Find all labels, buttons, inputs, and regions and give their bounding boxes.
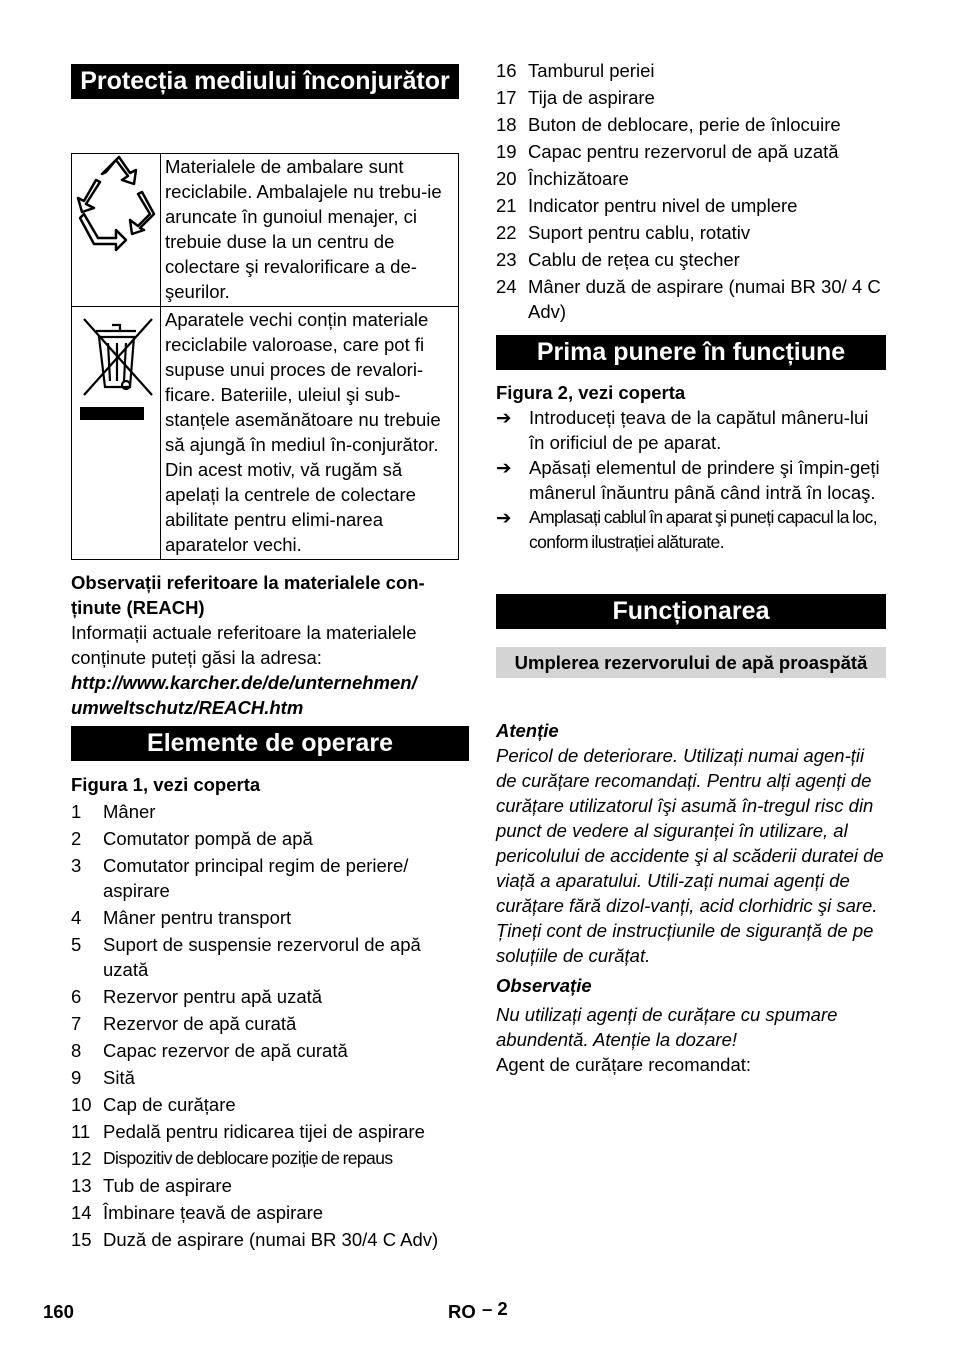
list-item: 1 Mâner [71,801,156,822]
reach-url-link[interactable]: http://www.karcher.de/de/unternehmen/ umweltschutz/REACH.htm [71,672,417,718]
reach-title: Observații referitoare la materialele con-ținute (REACH) [71,572,425,618]
page-number: 160 [43,1301,74,1322]
list-item: 22 Suport pentru cablu, rotativ [496,222,751,243]
controls-heading: Elemente de operare [71,726,469,761]
list-item: 8 Capac rezervor de apă curată [71,1040,348,1061]
list-item: 4 Mâner pentru transport [71,907,292,928]
env-text-recycling: Materialele de ambalare sunt reciclabile. Ambalajele nu trebu-ie aruncate în gunoiul menajer, ci trebuie duse la un centru de colectare şi revalorificare a de-şeurilor. [161,154,459,307]
list-item: 5 Suport de suspensie rezervorul de apă uzată [71,934,421,980]
list-item: 13 Tub de aspirare [71,1175,232,1196]
list-item: 16 Tamburul periei [496,60,655,81]
env-heading: Protecția mediului înconjurător [71,64,459,99]
note-text: Nu utilizați agenți de curățare cu spumare abundentă. Atenție la dozare! [496,1004,838,1050]
list-item: 6 Rezervor pentru apă uzată [71,986,323,1007]
list-item: 24 Mâner duză de aspirare (numai BR 30/ 4 C Adv) [496,276,881,322]
operation-heading: Funcționarea [496,594,886,629]
env-row-disposal [72,307,459,560]
step-item: ➔ Introduceți țeava de la capătul mâneru-lui în orificiul de pe aparat. [496,407,869,453]
start-steps [496,380,886,555]
list-item: 11 Pedală pentru ridicarea tijei de aspirare [71,1121,425,1142]
start-heading: Prima punere în funcțiune [496,335,886,370]
list-item: 19 Capac pentru rezervorul de apă uzată [496,141,839,162]
step-item: ➔ Apăsați elementul de prindere şi împin-geți mânerul înăuntru până când intră în locaş. [496,457,880,503]
caution-section [496,718,888,1077]
list-item: 2 Comutator pompă de apă [71,828,313,849]
list-item: 12 Dispozitiv de deblocare poziție de repaus [71,1148,393,1169]
list-item: 10 Cap de curățare [71,1094,236,1115]
crossed-bin-icon [72,307,160,427]
list-item: 18 Buton de deblocare, perie de înlocuire [496,114,841,135]
arrow-icon: ➔ [496,407,512,428]
reach-text: Informații actuale referitoare la materialele conținute puteți găsi la adresa: [71,622,417,668]
list-item: 21 Indicator pentru nivel de umplere [496,195,798,216]
list-item: 17 Tija de aspirare [496,87,655,108]
figure-2-caption: Figura 2, vezi coperta [496,382,686,403]
env-row-recycling [72,154,459,307]
caution-text: Pericol de deteriorare. Utilizați numai agen-ții de curățare recomandați. Pentru alți agenți de curățare utilizatorul îşi asumă în-tregul risc din punct de vedere al siguranței în utilizare, al pericolului de accidente şi al scăderii duratei de viață a aparatului. Utili-zați numai agenți de curățare fără dizol-vanți, acid clorhidric şi sare. [496,745,884,916]
parts-list-continued [496,58,886,324]
list-item: 7 Rezervor de apă curată [71,1013,297,1034]
list-item: 3 Comutator principal regim de periere/ aspirare [71,855,409,901]
arrow-icon: ➔ [496,507,512,528]
note-label: Observație [496,975,592,996]
figure-1-caption: Figura 1, vezi coperta [71,774,261,795]
list-item: 15 Duză de aspirare (numai BR 30/4 C Adv) [71,1229,439,1250]
list-item: 20 Închizătoare [496,168,629,189]
caution-label: Atenție [496,720,559,741]
recommended-agent-text: Agent de curățare recomandat: [496,1054,752,1075]
recycle-icon [72,154,160,254]
environment-table [71,153,459,560]
list-item: 14 Îmbinare țeavă de aspirare [71,1202,324,1223]
language-code: RO [448,1301,476,1322]
controls-list [71,772,469,1252]
list-item: 9 Sită [71,1067,135,1088]
list-item: 23 Cablu de rețea cu ştecher [496,249,740,270]
step-item: ➔ Amplasați cablul în aparat şi puneți capacul la loc, conform ilustrației alăturate. [496,505,886,555]
caution-text-2: Țineți cont de instrucțiunile de siguranță de pe soluțiile de curățat. [496,920,874,966]
arrow-icon: ➔ [496,457,512,478]
fill-tank-heading: Umplerea rezervorului de apă proaspătă [496,647,886,678]
env-text-disposal: Aparatele vechi conțin materiale reciclabile valoroase, care pot fi supuse unui proces de revalori-ficare. Bateriile, uleiul şi sub-stanțele asemănătoare nu trebuie să ajungă în mediul în-conjurător. Din acest motiv, vă rugăm să apelați la centrele de colectare abilitate pentru elimi-narea aparatelor vechi. [161,307,459,560]
section-page-label: – 2 [482,1298,508,1319]
